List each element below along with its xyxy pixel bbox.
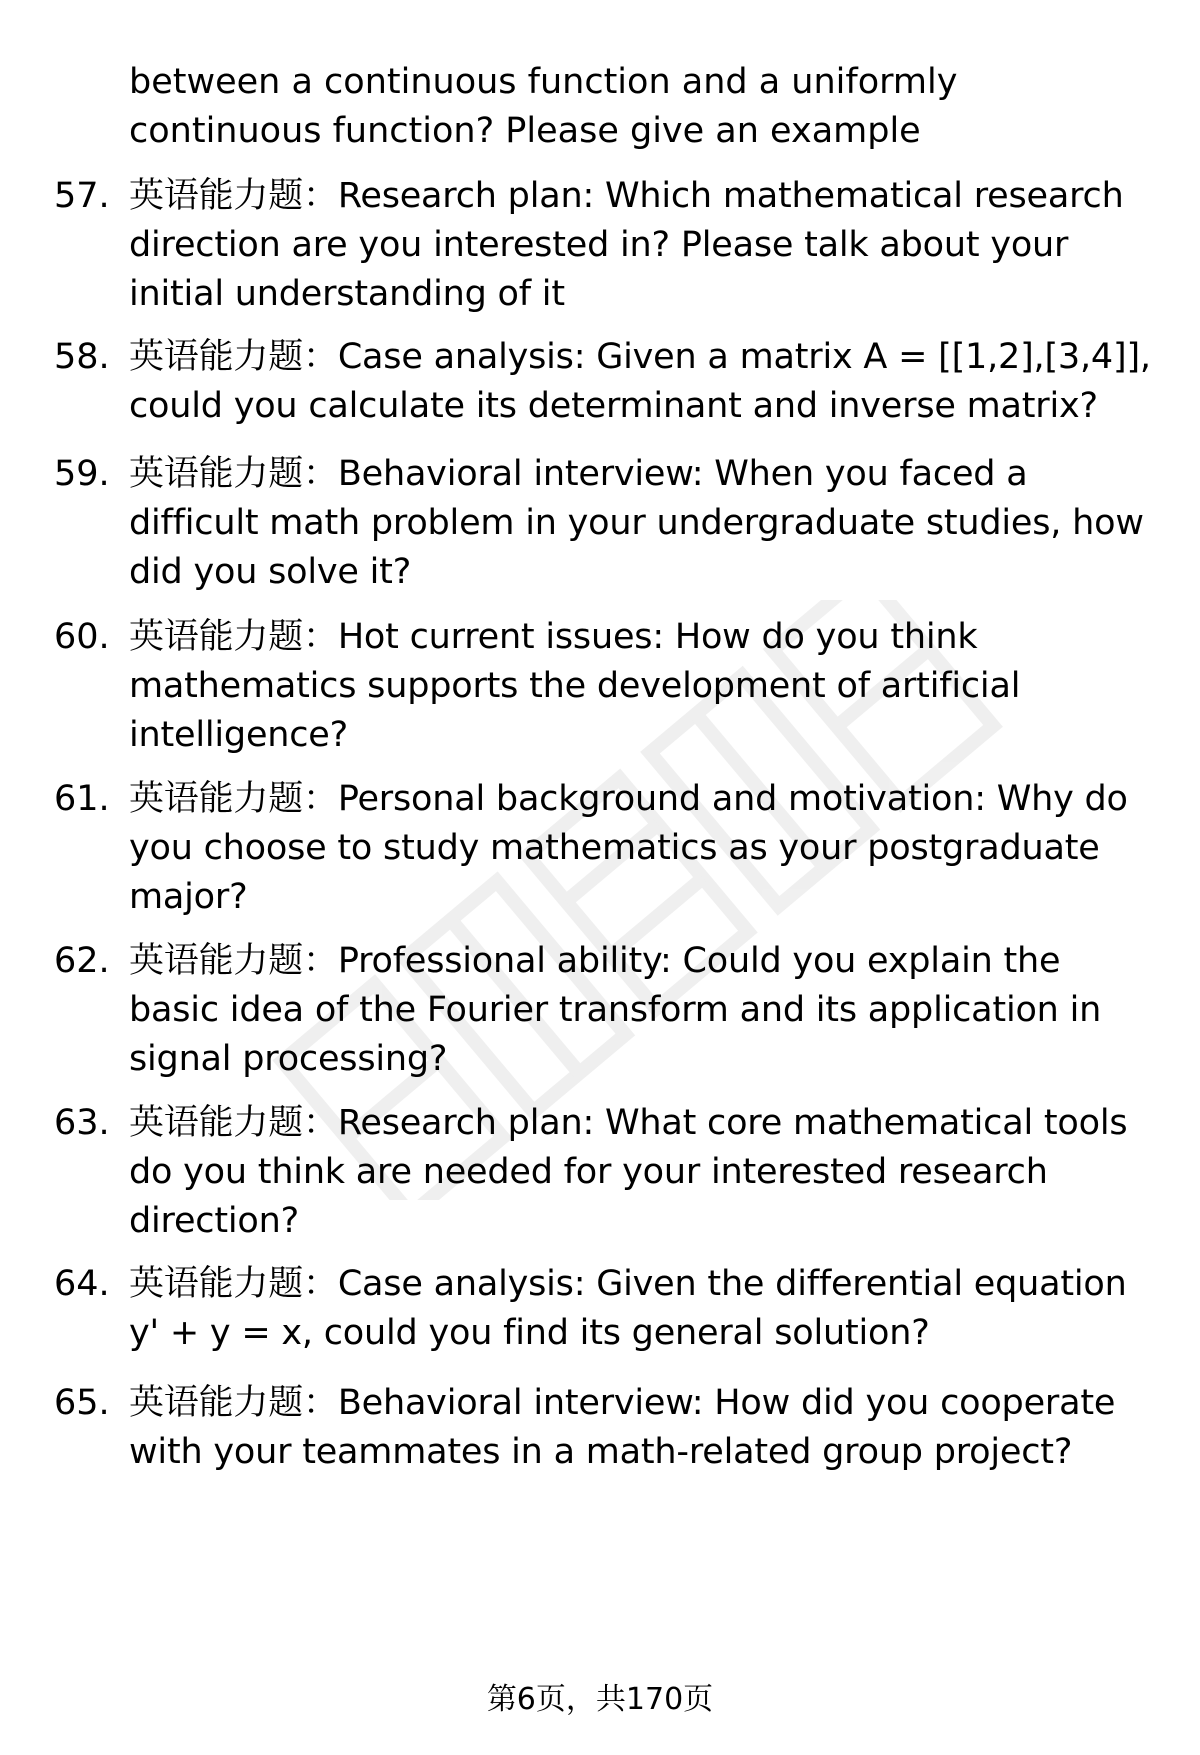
question-number: 58. [54, 337, 110, 377]
question-number: 65. [54, 1383, 110, 1423]
question-text: Hot current issues: How do you think mathematics supports the development of artificial intelligence? [129, 617, 1021, 755]
question-number: 60. [54, 617, 110, 657]
question-number: 64. [54, 1264, 110, 1304]
question-body [129, 172, 1154, 319]
question-tag: 英语能力题： [129, 1383, 338, 1423]
question-tag: 英语能力题： [129, 176, 338, 216]
question-text: Professional ability: Could you explain the basic idea of the Fourier transform and its application in signal processing? [129, 941, 1102, 1079]
question-tag: 英语能力题： [129, 779, 338, 819]
question-text: Behavioral interview: When you faced a difficult math problem in your undergraduate studies, how did you solve it? [129, 454, 1144, 592]
question-tag: 英语能力题： [129, 1264, 338, 1304]
question-number: 62. [54, 941, 110, 981]
question-text: Research plan: Which mathematical research direction are you interested in? Please talk about your initial understanding of it [129, 176, 1124, 314]
question-text: Personal background and motivation: Why do you choose to study mathematics as your postgraduate major? [129, 779, 1128, 917]
continued-question-text: between a continuous function and a uniformly continuous function? Please give an example [129, 62, 958, 151]
question-body [129, 1260, 1154, 1358]
question-body [129, 775, 1154, 922]
question-body [129, 613, 1154, 760]
question-tag: 英语能力题： [129, 454, 338, 494]
question-number: 59. [54, 454, 110, 494]
question-body [129, 450, 1154, 597]
question-text: Behavioral interview: How did you cooperate with your teammates in a math-related group project? [129, 1383, 1116, 1472]
question-text: Research plan: What core mathematical tools do you think are needed for your interested research direction? [129, 1103, 1128, 1241]
question-tag: 英语能力题： [129, 941, 338, 981]
question-text: Case analysis: Given the differential equation y' + y = x, could you find its general solution? [129, 1264, 1127, 1353]
question-tag: 英语能力题： [129, 337, 338, 377]
question-number: 61. [54, 779, 110, 819]
question-body [129, 1379, 1154, 1477]
question-body [129, 937, 1154, 1084]
page-footer: 第6页，共170页 [486, 1682, 714, 1717]
question-text: Case analysis: Given a matrix A = [[1,2],[3,4]], could you calculate its determinant and inverse matrix? [129, 337, 1151, 426]
question-number: 57. [54, 176, 110, 216]
question-number: 63. [54, 1103, 110, 1143]
question-tag: 英语能力题： [129, 1103, 338, 1143]
question-body [129, 1099, 1154, 1246]
question-tag: 英语能力题： [129, 617, 338, 657]
question-body [129, 333, 1154, 431]
